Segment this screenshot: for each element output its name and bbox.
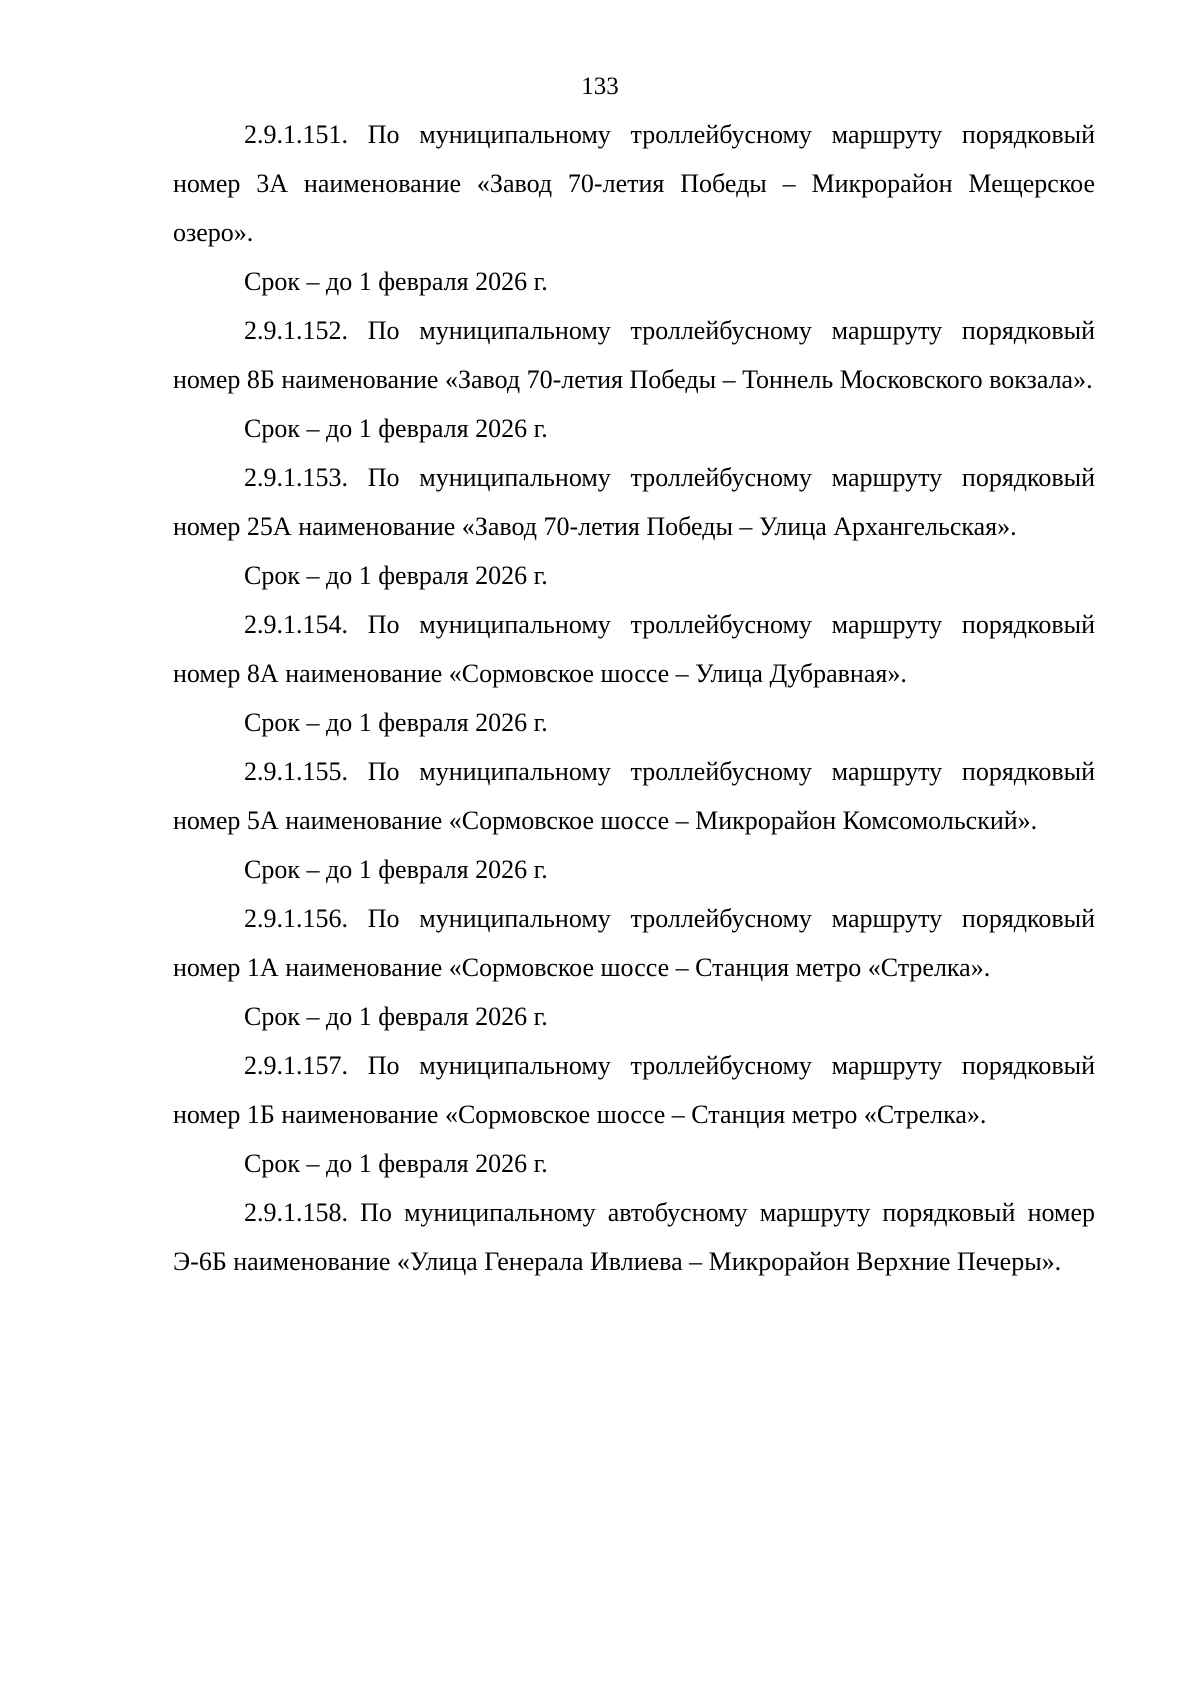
deadline-line: Срок – до 1 февраля 2026 г. xyxy=(244,1002,548,1031)
document-body xyxy=(173,110,1095,1286)
item-paragraph: 2.9.1.153. По муниципальному троллейбусному маршруту порядковый номер 25А наименование «Завод 70-летия Победы – Улица Архангельская». xyxy=(173,463,1095,541)
page-number: 133 xyxy=(581,73,619,100)
item-paragraph: 2.9.1.157. По муниципальному троллейбусному маршруту порядковый номер 1Б наименование «Сормовское шоссе – Станция метро «Стрелка». xyxy=(173,1051,1095,1129)
item-paragraph: 2.9.1.154. По муниципальному троллейбусному маршруту порядковый номер 8А наименование «Сормовское шоссе – Улица Дубравная». xyxy=(173,610,1095,688)
item-paragraph: 2.9.1.155. По муниципальному троллейбусному маршруту порядковый номер 5А наименование «Сормовское шоссе – Микрорайон Комсомольский». xyxy=(173,757,1095,835)
item-paragraph: 2.9.1.152. По муниципальному троллейбусному маршруту порядковый номер 8Б наименование «Завод 70-летия Победы – Тоннель Московского вокзала». xyxy=(173,316,1095,394)
deadline-line: Срок – до 1 февраля 2026 г. xyxy=(244,561,548,590)
item-paragraph: 2.9.1.151. По муниципальному троллейбусному маршруту порядковый номер 3А наименование «Завод 70-летия Победы – Микрорайон Мещерское озеро». xyxy=(173,120,1095,247)
deadline-line: Срок – до 1 февраля 2026 г. xyxy=(244,1149,548,1178)
deadline-line: Срок – до 1 февраля 2026 г. xyxy=(244,267,548,296)
deadline-line: Срок – до 1 февраля 2026 г. xyxy=(244,414,548,443)
deadline-line: Срок – до 1 февраля 2026 г. xyxy=(244,708,548,737)
item-paragraph: 2.9.1.158. По муниципальному автобусному маршруту порядковый номер Э-6Б наименование «Улица Генерала Ивлиева – Микрорайон Верхние Печеры». xyxy=(173,1198,1095,1276)
item-paragraph: 2.9.1.156. По муниципальному троллейбусному маршруту порядковый номер 1А наименование «Сормовское шоссе – Станция метро «Стрелка». xyxy=(173,904,1095,982)
deadline-line: Срок – до 1 февраля 2026 г. xyxy=(244,855,548,884)
